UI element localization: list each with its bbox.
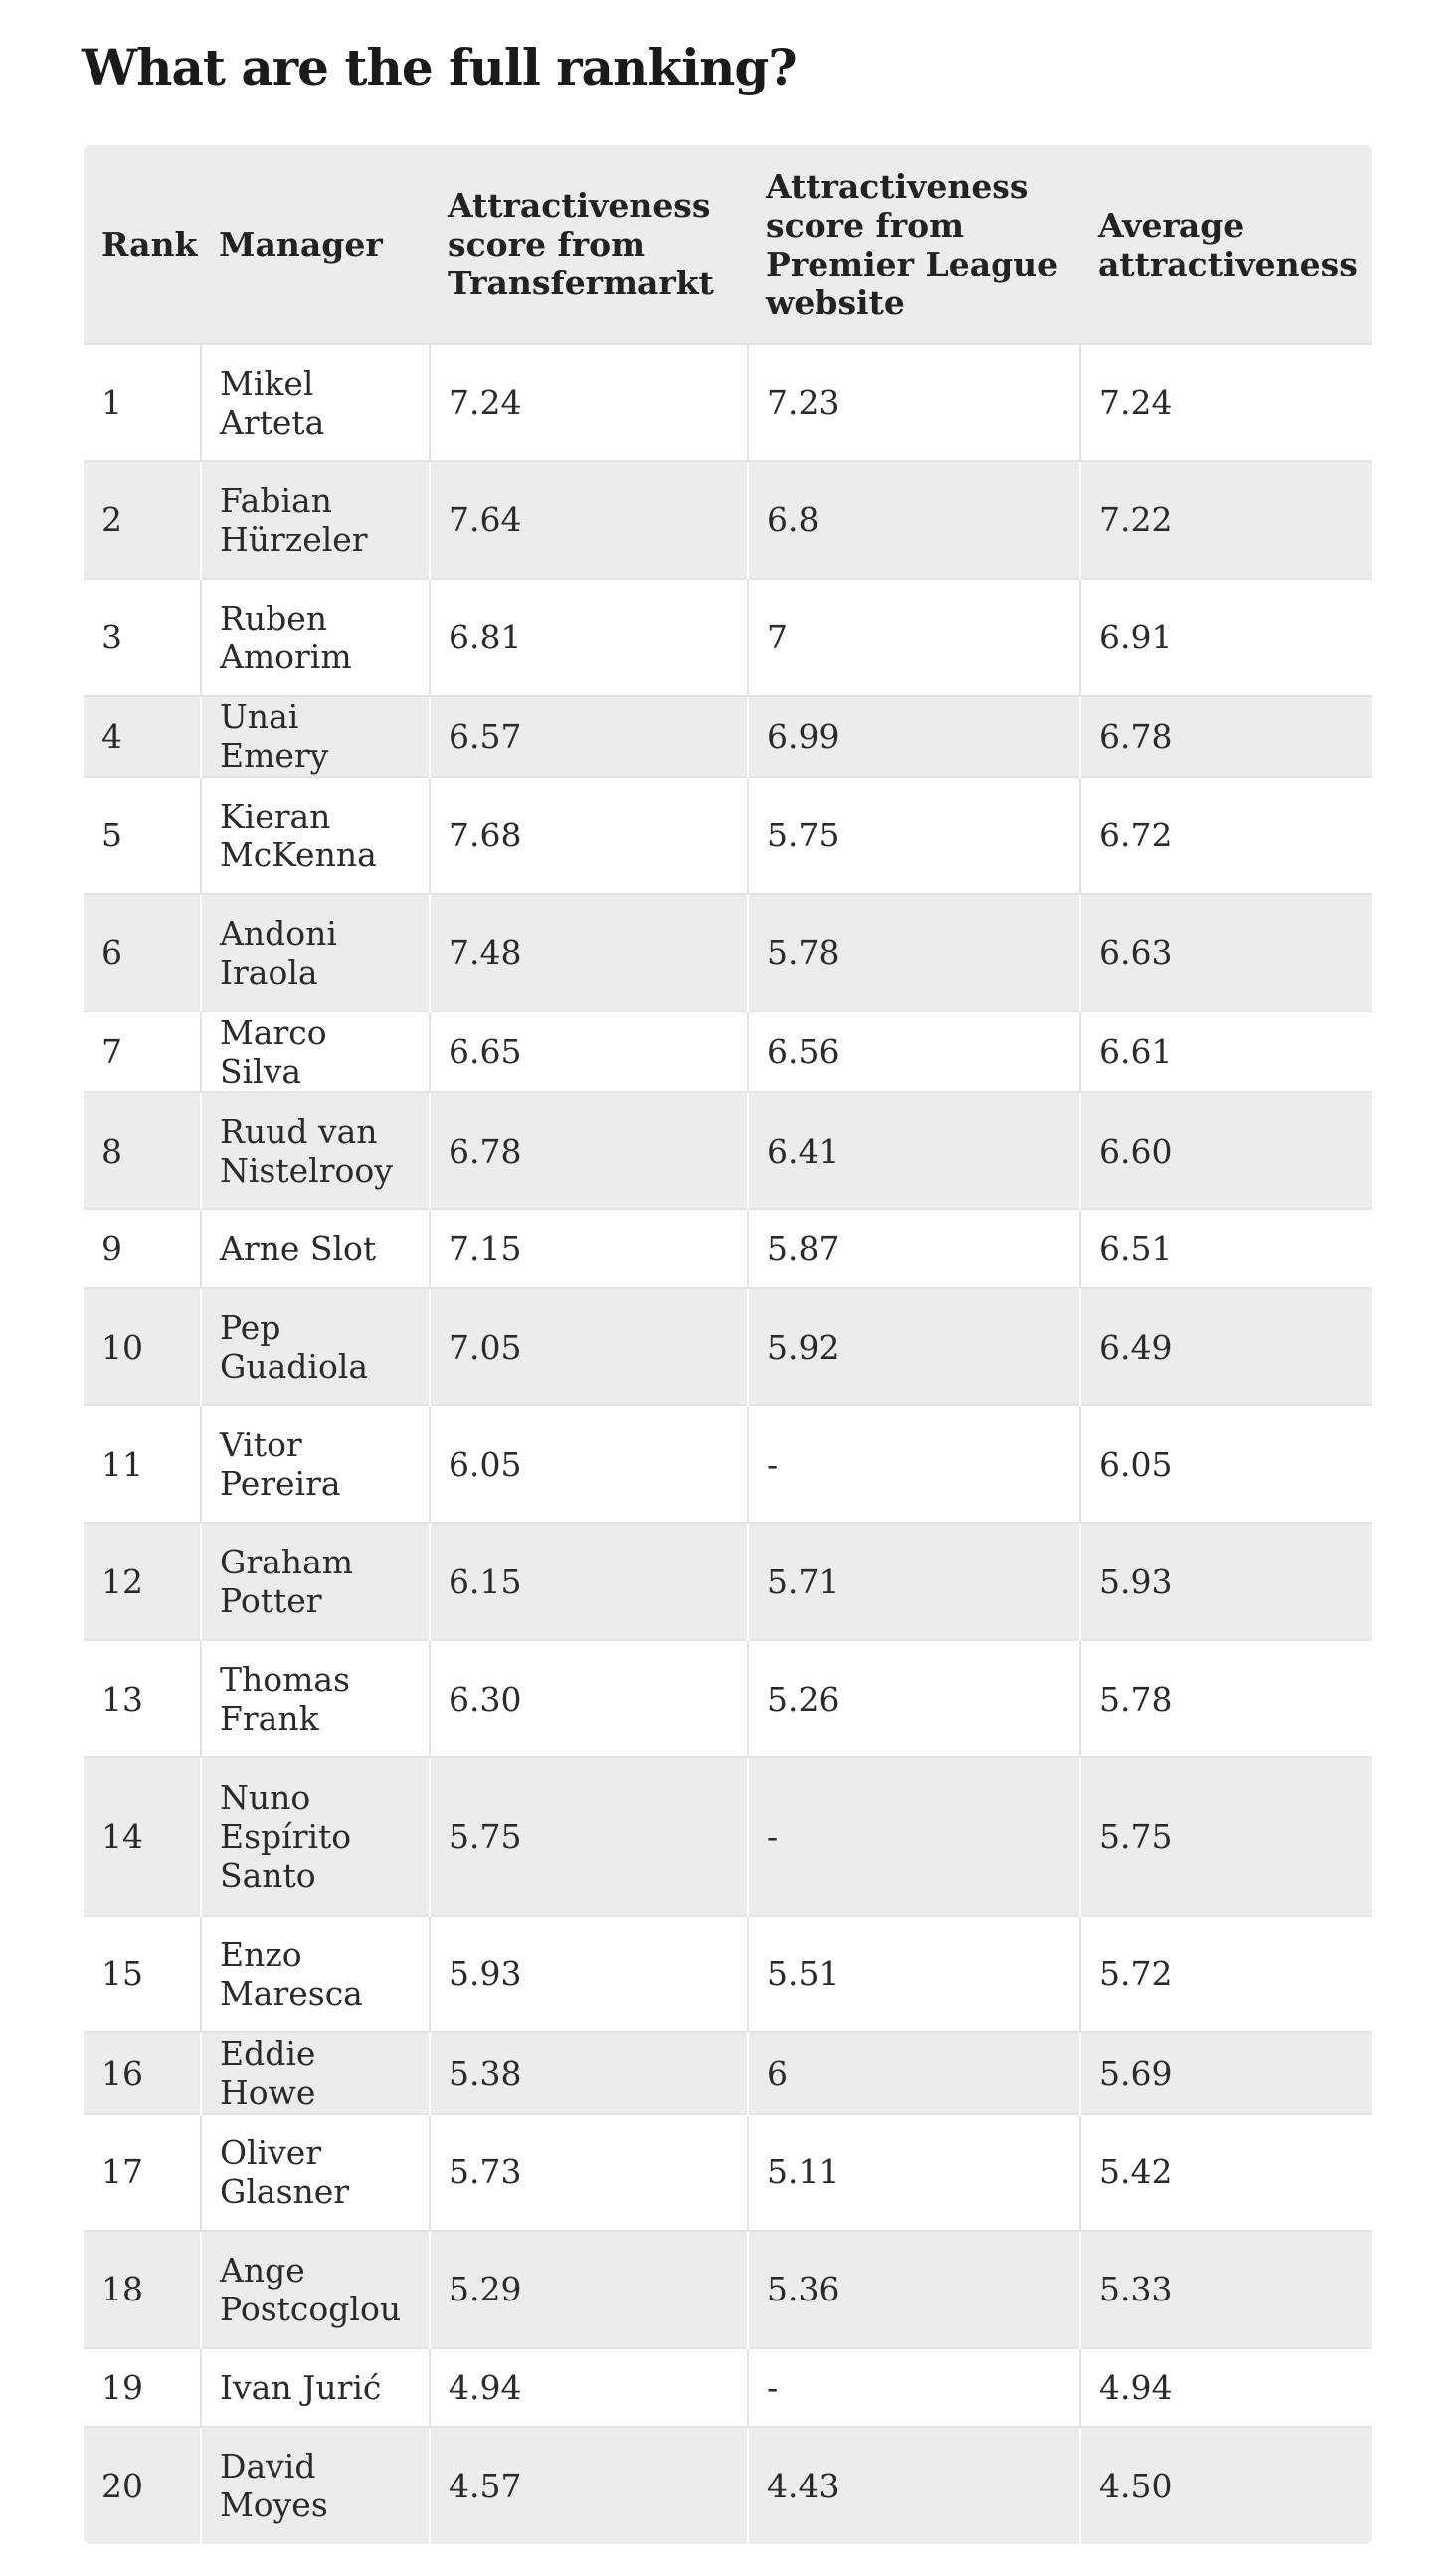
table-row (84, 1012, 1372, 1092)
cell-manager: Graham Potter (201, 1523, 430, 1640)
cell-average-attractiveness: 6.60 (1080, 1092, 1372, 1209)
cell-premier-league-score: 6.41 (748, 1092, 1080, 1209)
cell-manager: David Moyes (201, 2427, 430, 2544)
cell-manager: Thomas Frank (201, 1640, 430, 1757)
cell-transfermarkt-score: 6.78 (430, 1092, 748, 1209)
table-row (84, 2348, 1372, 2427)
table-row (84, 1092, 1372, 1209)
cell-average-attractiveness: 4.50 (1080, 2427, 1372, 2544)
cell-rank: 9 (101, 1229, 122, 1269)
cell-premier-league-score: - (748, 1405, 1080, 1523)
cell-premier-league-score: 5.36 (748, 2231, 1080, 2348)
cell-transfermarkt-score: 7.68 (430, 777, 748, 894)
table-row (84, 2231, 1372, 2348)
table-row (84, 894, 1372, 1012)
cell-premier-league-score: 6.99 (748, 696, 1080, 777)
cell-manager: Marco Silva (201, 1012, 430, 1092)
header-transfermarkt-score: Attractiveness score from Transfermarkt (448, 186, 714, 302)
cell-transfermarkt-score: 5.29 (430, 2231, 748, 2348)
cell-transfermarkt-score: 7.64 (430, 461, 748, 579)
cell-average-attractiveness: 6.05 (1080, 1405, 1372, 1523)
cell-rank: 11 (101, 1444, 143, 1484)
cell-transfermarkt-score: 5.73 (430, 2114, 748, 2231)
cell-transfermarkt-score: 5.75 (430, 1757, 748, 1916)
cell-rank: 16 (101, 2053, 143, 2093)
ranking-table-container (84, 145, 1372, 2544)
table-row (84, 579, 1372, 696)
cell-manager: Andoni Iraola (201, 894, 430, 1012)
cell-rank: 20 (101, 2466, 143, 2505)
cell-average-attractiveness: 6.63 (1080, 894, 1372, 1012)
cell-rank: 17 (101, 2152, 143, 2192)
cell-average-attractiveness: 6.51 (1080, 1209, 1372, 1288)
cell-transfermarkt-score: 5.38 (430, 2032, 748, 2113)
cell-manager: Ruben Amorim (201, 579, 430, 696)
header-row (84, 145, 1372, 344)
cell-premier-league-score: 6.8 (748, 461, 1080, 579)
header-premier-league-score: Attractiveness score from Premier League website (766, 166, 1059, 322)
header-rank: Rank (101, 225, 198, 264)
cell-premier-league-score: 5.26 (748, 1640, 1080, 1757)
cell-average-attractiveness: 6.49 (1080, 1288, 1372, 1405)
cell-rank: 2 (101, 500, 122, 540)
cell-transfermarkt-score: 4.94 (430, 2348, 748, 2427)
table-row (84, 1405, 1372, 1523)
cell-rank: 12 (101, 1562, 143, 1601)
cell-average-attractiveness: 5.93 (1080, 1523, 1372, 1640)
cell-premier-league-score: 5.75 (748, 777, 1080, 894)
cell-manager: Kieran McKenna (201, 777, 430, 894)
cell-premier-league-score: 5.92 (748, 1288, 1080, 1405)
cell-rank: 4 (101, 716, 122, 756)
cell-average-attractiveness: 4.94 (1080, 2348, 1372, 2427)
cell-premier-league-score: 7 (748, 579, 1080, 696)
cell-manager: Vitor Pereira (201, 1405, 430, 1523)
cell-average-attractiveness: 5.42 (1080, 2114, 1372, 2231)
cell-transfermarkt-score: 4.57 (430, 2427, 748, 2544)
cell-average-attractiveness: 6.91 (1080, 579, 1372, 696)
table-row (84, 1288, 1372, 1405)
cell-rank: 13 (101, 1679, 143, 1719)
cell-average-attractiveness: 6.72 (1080, 777, 1372, 894)
cell-premier-league-score: 7.23 (748, 344, 1080, 461)
cell-manager: Ange Postcoglou (201, 2231, 430, 2348)
cell-premier-league-score: 4.43 (748, 2427, 1080, 2544)
table-row (84, 344, 1372, 461)
table-row (84, 1757, 1372, 1916)
cell-manager: Nuno Espírito Santo (201, 1757, 430, 1916)
cell-rank: 10 (101, 1327, 143, 1367)
table-header (84, 145, 1372, 344)
table-row (84, 2032, 1372, 2113)
cell-premier-league-score: 6.56 (748, 1012, 1080, 1092)
header-manager: Manager (219, 225, 383, 264)
cell-transfermarkt-score: 7.05 (430, 1288, 748, 1405)
cell-average-attractiveness: 5.78 (1080, 1640, 1372, 1757)
header-average-attractiveness: Average attractiveness (1098, 205, 1358, 283)
cell-manager: Unai Emery (201, 696, 430, 777)
cell-transfermarkt-score: 7.48 (430, 894, 748, 1012)
table-row (84, 461, 1372, 579)
table-row (84, 2114, 1372, 2231)
table-row (84, 1523, 1372, 1640)
table-body (84, 344, 1372, 2544)
cell-rank: 1 (101, 383, 122, 423)
cell-premier-league-score: - (748, 2348, 1080, 2427)
cell-manager: Eddie Howe (201, 2032, 430, 2113)
ranking-table (84, 145, 1372, 2544)
cell-premier-league-score: 5.71 (748, 1523, 1080, 1640)
cell-transfermarkt-score: 6.05 (430, 1405, 748, 1523)
cell-average-attractiveness: 6.78 (1080, 696, 1372, 777)
cell-manager: Ruud van Nistelrooy (201, 1092, 430, 1209)
cell-transfermarkt-score: 6.57 (430, 696, 748, 777)
cell-rank: 5 (101, 816, 122, 855)
cell-average-attractiveness: 5.72 (1080, 1916, 1372, 2033)
cell-transfermarkt-score: 6.81 (430, 579, 748, 696)
cell-rank: 19 (101, 2367, 143, 2407)
cell-premier-league-score: 5.78 (748, 894, 1080, 1012)
cell-transfermarkt-score: 7.15 (430, 1209, 748, 1288)
table-row (84, 2427, 1372, 2544)
cell-transfermarkt-score: 6.30 (430, 1640, 748, 1757)
cell-manager: Mikel Arteta (201, 344, 430, 461)
cell-manager: Arne Slot (201, 1209, 430, 1288)
cell-manager: Pep Guadiola (201, 1288, 430, 1405)
table-row (84, 1209, 1372, 1288)
cell-rank: 3 (101, 618, 122, 657)
cell-average-attractiveness: 7.22 (1080, 461, 1372, 579)
table-row (84, 1640, 1372, 1757)
cell-transfermarkt-score: 6.15 (430, 1523, 748, 1640)
cell-transfermarkt-score: 7.24 (430, 344, 748, 461)
cell-rank: 6 (101, 933, 122, 973)
cell-premier-league-score: 6 (748, 2032, 1080, 2113)
cell-average-attractiveness: 5.69 (1080, 2032, 1372, 2113)
cell-average-attractiveness: 7.24 (1080, 344, 1372, 461)
cell-premier-league-score: 5.51 (748, 1916, 1080, 2033)
cell-transfermarkt-score: 5.93 (430, 1916, 748, 2033)
cell-manager: Ivan Jurić (201, 2348, 430, 2427)
cell-rank: 15 (101, 1954, 143, 1993)
cell-manager: Fabian Hürzeler (201, 461, 430, 579)
cell-transfermarkt-score: 6.65 (430, 1012, 748, 1092)
cell-average-attractiveness: 5.75 (1080, 1757, 1372, 1916)
cell-rank: 8 (101, 1131, 122, 1171)
cell-premier-league-score: - (748, 1757, 1080, 1916)
page-title: What are the full ranking? (82, 38, 797, 96)
table-row (84, 777, 1372, 894)
cell-rank: 7 (101, 1032, 122, 1071)
cell-premier-league-score: 5.11 (748, 2114, 1080, 2231)
cell-rank: 18 (101, 2270, 143, 2309)
cell-average-attractiveness: 6.61 (1080, 1012, 1372, 1092)
cell-premier-league-score: 5.87 (748, 1209, 1080, 1288)
table-row (84, 1916, 1372, 2033)
cell-manager: Enzo Maresca (201, 1916, 430, 2033)
cell-average-attractiveness: 5.33 (1080, 2231, 1372, 2348)
cell-manager: Oliver Glasner (201, 2114, 430, 2231)
cell-rank: 14 (101, 1816, 143, 1856)
table-row (84, 696, 1372, 777)
